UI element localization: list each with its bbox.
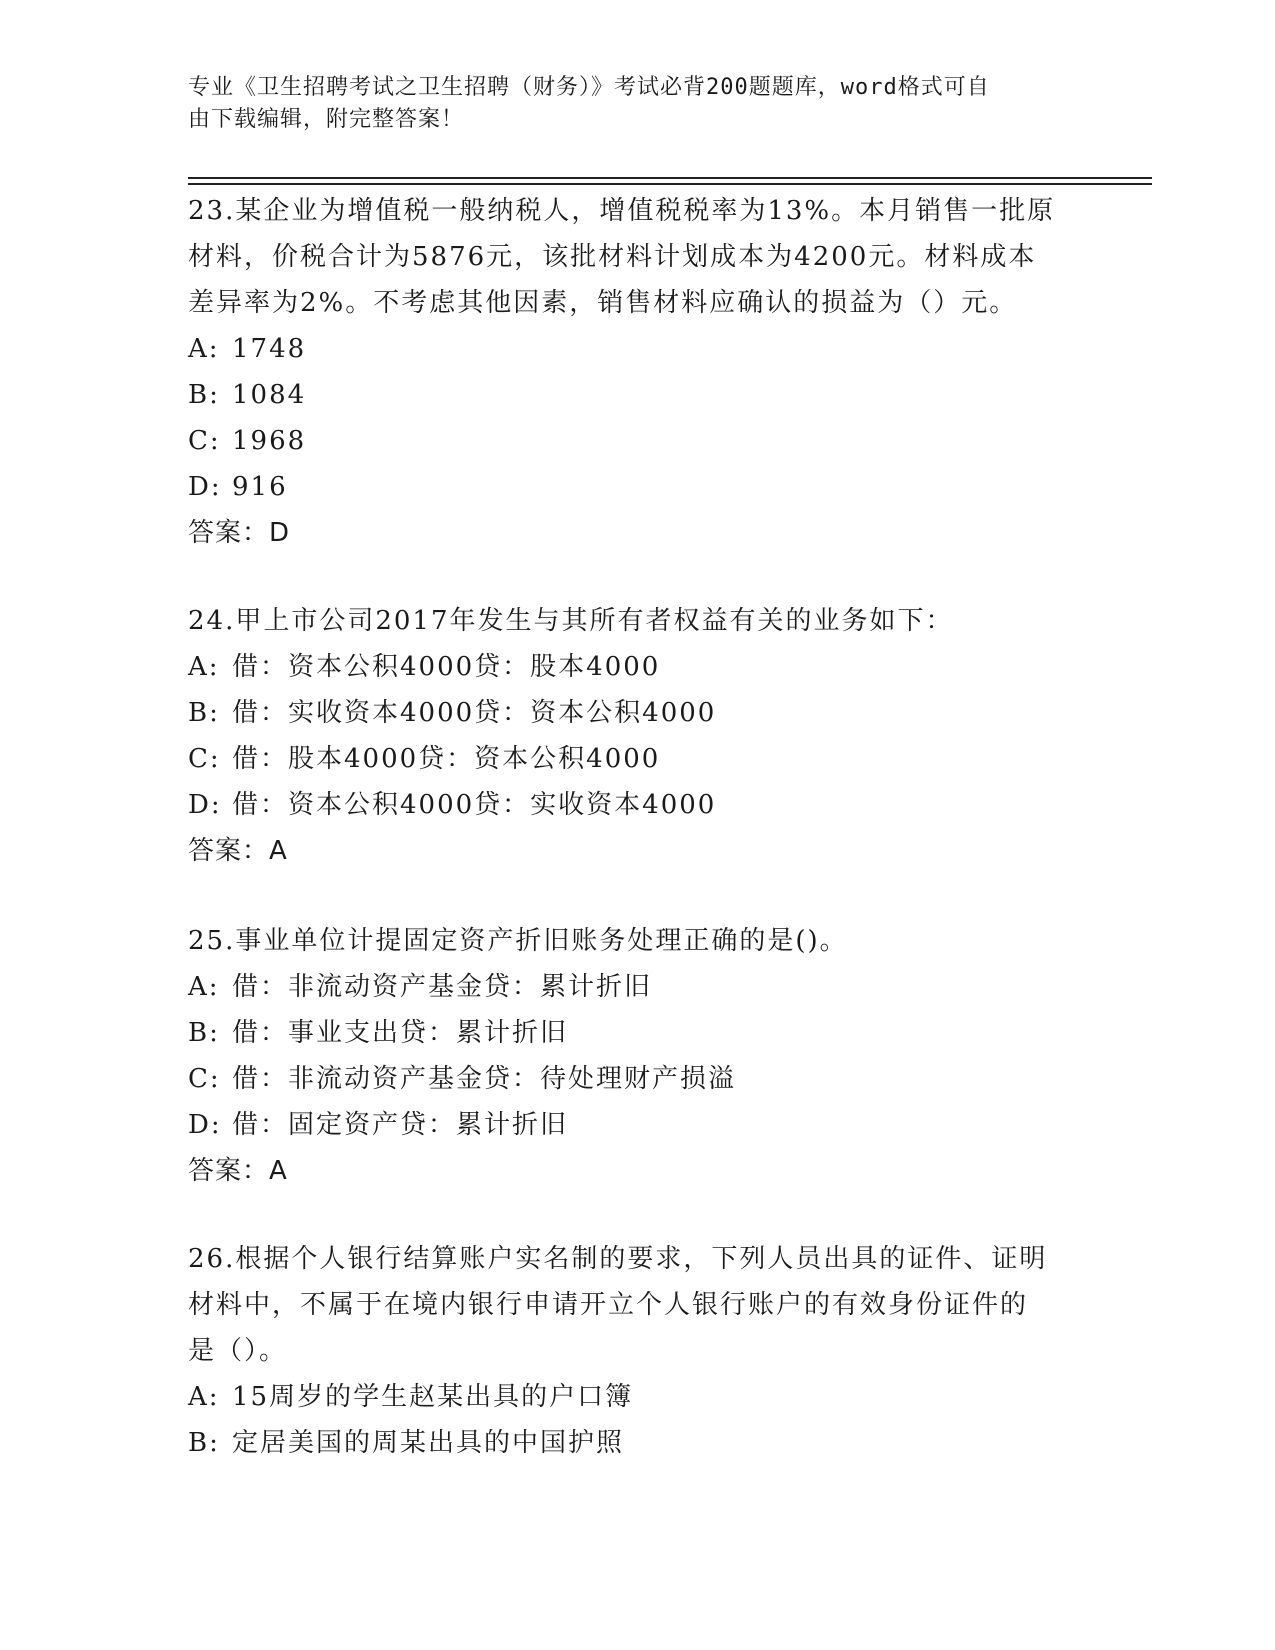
option-a: [188, 1374, 1068, 1420]
option-text: 借：固定资产贷：累计折旧: [232, 1110, 569, 1140]
question-stem: 23.某企业为增值税一般纳税人，增值税税率为13%。本月销售一批原: [188, 196, 1056, 226]
question-stem: 材料，价税合计为5876元，该批材料计划成本为4200元。材料成本: [188, 242, 1037, 272]
option-letter: A:: [188, 334, 220, 364]
option-text: 借：资本公积4000贷：股本4000: [232, 652, 661, 682]
option-b: [188, 372, 1068, 418]
question-23: [188, 188, 1068, 556]
question-stem: 24.甲上市公司2017年发生与其所有者权益有关的业务如下：: [188, 606, 954, 636]
header-divider-bottom: [188, 183, 1152, 185]
document-header: [188, 72, 1068, 136]
option-letter: B:: [188, 380, 220, 410]
option-text: 15周岁的学生赵某出具的户口簿: [232, 1382, 634, 1412]
option-c: [188, 418, 1068, 464]
question-stem: 差异率为2%。不考虑其他因素，销售材料应确认的损益为（）元。: [188, 288, 1018, 318]
option-letter: C:: [188, 1064, 221, 1094]
option-text: 借：非流动资产基金贷：累计折旧: [232, 972, 653, 1002]
option-b: [188, 690, 1068, 736]
option-letter: D:: [188, 472, 222, 502]
option-text: 1748: [232, 334, 307, 364]
option-text: 定居美国的周某出具的中国护照: [232, 1428, 625, 1458]
option-text: 借：股本4000贷：资本公积4000: [232, 744, 661, 774]
option-letter: A:: [188, 972, 220, 1002]
option-letter: D:: [188, 790, 222, 820]
option-letter: B:: [188, 1428, 220, 1458]
header-divider-top: [188, 177, 1152, 179]
question-25: [188, 918, 1068, 1194]
option-letter: D:: [188, 1110, 222, 1140]
option-text: 916: [232, 472, 288, 502]
option-b: [188, 1010, 1068, 1056]
option-d: [188, 1102, 1068, 1148]
option-letter: A:: [188, 652, 220, 682]
option-text: 借：资本公积4000贷：实收资本4000: [232, 790, 717, 820]
option-text: 借：实收资本4000贷：资本公积4000: [232, 698, 717, 728]
question-24: [188, 598, 1068, 874]
answer-line: 答案：A: [188, 836, 288, 866]
answer-line: 答案：A: [188, 1156, 288, 1186]
option-d: [188, 782, 1068, 828]
option-d: [188, 464, 1068, 510]
option-text: 1968: [232, 426, 307, 456]
option-letter: B:: [188, 1018, 220, 1048]
option-b: [188, 1420, 1068, 1466]
answer-line: 答案：D: [188, 518, 291, 548]
option-text: 借：非流动资产基金贷：待处理财产损溢: [232, 1064, 737, 1094]
question-stem: 是（）。: [188, 1336, 288, 1366]
option-letter: B:: [188, 698, 220, 728]
header-line-2: 由下载编辑，附完整答案！: [188, 107, 465, 132]
option-a: [188, 644, 1068, 690]
option-letter: A:: [188, 1382, 220, 1412]
option-letter: C:: [188, 744, 221, 774]
question-stem: 材料中，不属于在境内银行申请开立个人银行账户的有效身份证件的: [188, 1290, 1029, 1320]
option-a: [188, 326, 1068, 372]
option-text: 借：事业支出贷：累计折旧: [232, 1018, 569, 1048]
option-c: [188, 736, 1068, 782]
question-stem: 26.根据个人银行结算账户实名制的要求，下列人员出具的证件、证明: [188, 1244, 1048, 1274]
question-stem: 25.事业单位计提固定资产折旧账务处理正确的是()。: [188, 926, 848, 956]
question-26: [188, 1236, 1068, 1466]
option-letter: C:: [188, 426, 221, 456]
option-c: [188, 1056, 1068, 1102]
header-line-1: 专业《卫生招聘考试之卫生招聘（财务）》考试必背200题题库，word格式可自: [188, 75, 990, 100]
option-a: [188, 964, 1068, 1010]
option-text: 1084: [232, 380, 307, 410]
